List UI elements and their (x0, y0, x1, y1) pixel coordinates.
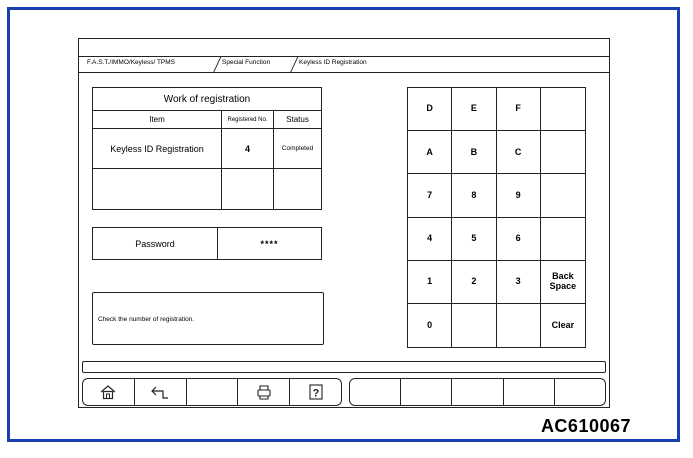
print-icon (255, 383, 273, 401)
help-button[interactable] (290, 379, 341, 405)
key-e[interactable]: E (452, 88, 496, 131)
key-2[interactable]: 2 (452, 261, 496, 304)
function-button[interactable] (452, 379, 503, 405)
cell-empty (93, 169, 222, 210)
key-0[interactable]: 0 (408, 304, 452, 347)
breadcrumb-item-keyless-id-registration[interactable]: Keyless ID Registration (299, 59, 367, 66)
print-button[interactable] (238, 379, 290, 405)
breadcrumb (79, 56, 609, 72)
column-header-item: Item (93, 111, 222, 129)
key-7[interactable]: 7 (408, 174, 452, 217)
status-bar (82, 361, 606, 373)
key-a[interactable]: A (408, 131, 452, 174)
column-header-status: Status (274, 111, 322, 129)
key-blank[interactable] (497, 304, 541, 347)
key-6[interactable]: 6 (497, 218, 541, 261)
work-of-registration-table (92, 87, 322, 210)
key-blank[interactable] (541, 218, 585, 261)
key-4[interactable]: 4 (408, 218, 452, 261)
consult-screen (78, 38, 610, 408)
key-9[interactable]: 9 (497, 174, 541, 217)
key-d[interactable]: D (408, 88, 452, 131)
table-row (93, 129, 322, 169)
password-value[interactable]: **** (260, 238, 279, 249)
cell-status: Completed (274, 129, 322, 169)
key-b[interactable]: B (452, 131, 496, 174)
breadcrumb-item-fast[interactable]: F.A.S.T./IMMO/Keyless/ TPMS (87, 59, 176, 66)
back-button[interactable] (135, 379, 187, 405)
breadcrumb-divider (79, 72, 609, 73)
cell-empty (222, 169, 274, 210)
key-clear[interactable]: Clear (551, 319, 575, 330)
cell-empty (274, 169, 322, 210)
key-blank[interactable] (541, 88, 585, 131)
work-table-title: Work of registration (93, 88, 322, 111)
back-icon (150, 383, 170, 401)
key-f[interactable]: F (497, 88, 541, 131)
help-icon (308, 383, 324, 401)
breadcrumb-item-special-function[interactable]: Special Function (222, 59, 271, 66)
home-icon (99, 383, 117, 401)
key-3[interactable]: 3 (497, 261, 541, 304)
key-c[interactable]: C (497, 131, 541, 174)
toolbar-blank-button[interactable] (187, 379, 239, 405)
table-row-empty (93, 169, 322, 210)
breadcrumb-separator (290, 56, 298, 72)
function-button[interactable] (555, 379, 605, 405)
toolbar (82, 378, 342, 406)
keypad (407, 87, 586, 348)
function-button[interactable] (504, 379, 555, 405)
cell-item: Keyless ID Registration (93, 129, 222, 169)
key-blank[interactable] (541, 131, 585, 174)
breadcrumb-separator (213, 56, 221, 72)
home-button[interactable] (83, 379, 135, 405)
cell-registered-no: 4 (222, 129, 274, 169)
figure-reference-code: AC610067 (540, 416, 631, 436)
password-label: Password (93, 228, 218, 259)
function-bar (349, 378, 606, 406)
password-field[interactable] (92, 227, 322, 260)
column-header-registered-no: Registered No. (222, 111, 274, 129)
key-1[interactable]: 1 (408, 261, 452, 304)
function-button[interactable] (401, 379, 452, 405)
message-text: Check the number of registration. (98, 316, 195, 323)
function-button[interactable] (350, 379, 401, 405)
key-blank[interactable] (452, 304, 496, 347)
key-8[interactable]: 8 (452, 174, 496, 217)
key-blank[interactable] (541, 174, 585, 217)
key-back-space[interactable]: Back Space (541, 261, 585, 304)
message-box (92, 292, 324, 345)
key-5[interactable]: 5 (452, 218, 496, 261)
svg-text:?: ? (312, 387, 319, 400)
